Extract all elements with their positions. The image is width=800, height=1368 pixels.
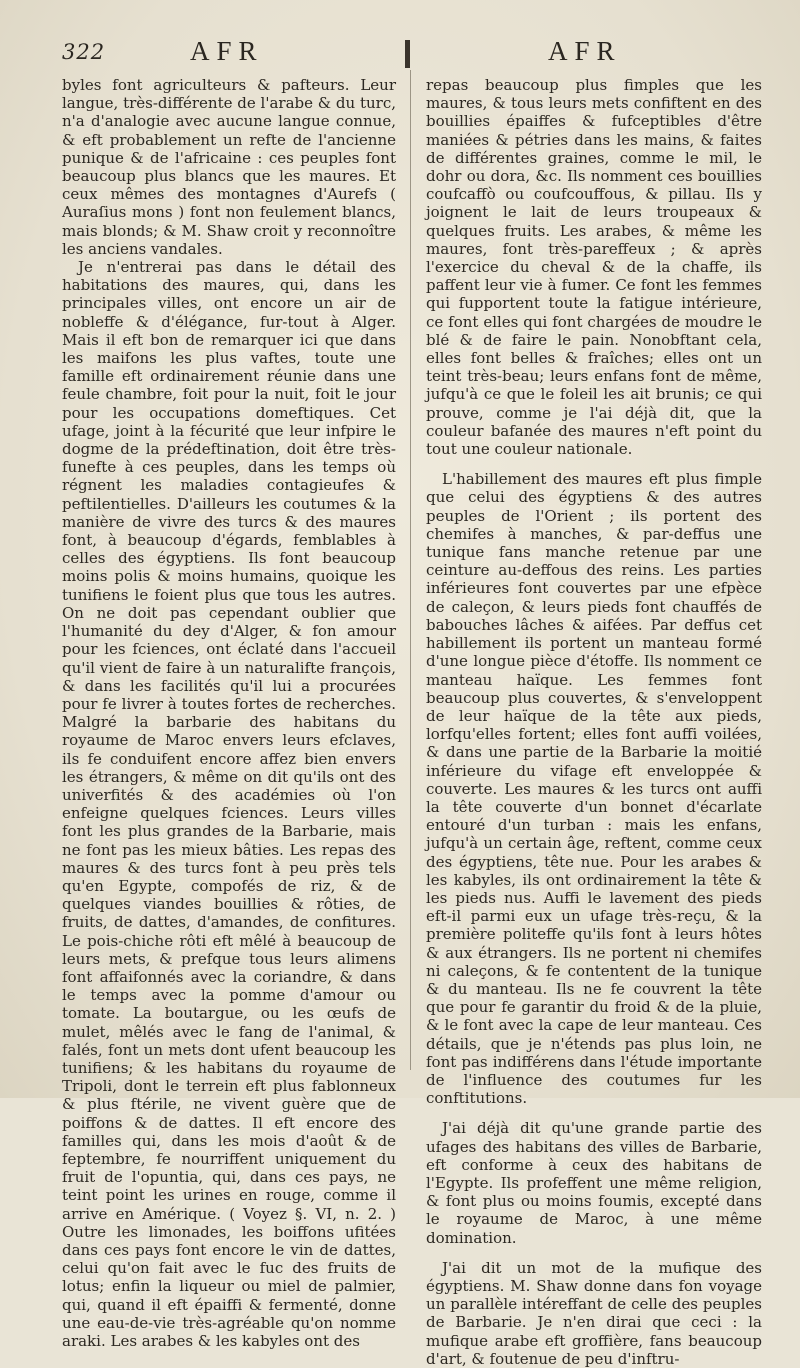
column-divider	[410, 70, 411, 1070]
running-head-left: AFR	[190, 36, 264, 66]
header-ornament	[405, 40, 410, 68]
paragraph: L'habillement des maures eft plus fimple que celui des égyptiens & des autres peuples de l'Orient ; ils portent des chemifes à manches, & par-deffus une tunique fans manche retenue par une ceinture au-deffous des reins. Les parties inférieures font couvertes par une efpèce de caleçon, & leurs pieds font chauffés de babouches lâches & aifées. Par deffus cet habillement ils portent un manteau formé d'une longue pièce d'étoffe. Ils nomment ce manteau haïque. Les femmes font beaucoup plus couvertes, & s'enveloppent de leur haïque de la tête aux pieds, lorfqu'elles fortent; elles font auffi voilées, & dans une partie de la Barbarie la moitié inférieure du vifage eft enveloppée & couverte. Les maures & les turcs ont auffi la tête couverte d'un bonnet d'écarlate entouré d'un turban : mais les enfans, jufqu'à un certain âge, reftent, comme ceux des égyptiens, tête nue. Pour les arabes & les kabyles, ils ont ordinairement la tête & les pieds nus. Auffi le lavement des pieds eft-il parmi eux un ufage très-reçu, & la première politeffe qu'ils font à leurs hôtes & aux étrangers. Ils ne portent ni chemifes ni caleçons, & fe contentent de la tunique & du manteau. Ils ne fe couvrent la tête que pour fe garantir du froid & de la pluie, & le font avec la cape de leur manteau. Ces détails, que je n'étends pas plus loin, ne font pas indifférens dans l'étude importante de l'influence des coutumes fur les conftitutions.	[426, 470, 762, 1108]
paragraph: Je n'entrerai pas dans le détail des habitations des maures, qui, dans les principales villes, ont encore un air de nobleffe & d'élégance, fur-tout à Alger. Mais il eft bon de remarquer ici que dans les maifons les plus vaftes, toute une famille eft ordinairement réunie dans une feule chambre, foit pour la nuit, foit le jour pour les occupations domeftiques. Cet ufage, joint à la fécurité que leur infpire le dogme de la prédeftination, doit être très-funefte à ces peuples, dans les temps où régnent les maladies contagieufes & peftilentielles. D'ailleurs les coutumes & la manière de vivre des turcs & des maures font, à beaucoup d'égards, femblables à celles des égyptiens. Ils font beaucoup moins polis & moins humains, quoique les tunifiens le foient plus que tous les autres. On ne doit pas cependant oublier que l'humanité du dey d'Alger, & fon amour pour les fciences, ont éclaté dans l'accueil qu'il vient de faire à un naturalifte françois, & dans les facilités qu'il lui a procurées pour fe livrer à toutes fortes de recherches. Malgré la barbarie des habitans du royaume de Maroc envers leurs efclaves, ils fe conduifent encore affez bien envers les étrangers, & même on dit qu'ils ont des univerfités & des académies où l'on enfeigne quelques fciences. Leurs villes font les plus grandes de la Barbarie, mais ne font pas les mieux bâties. Les repas des maures & des turcs font à peu près tels qu'en Egypte, compofés de riz, & de quelques viandes bouillies & rôties, de fruits, de dattes, d'amandes, de confitures. Le pois-chiche rôti eft mêlé à beaucoup de leurs mets, & prefque tous leurs alimens font affaifonnés avec la coriandre, & dans le temps avec la pomme d'amour ou tomate. La boutargue, ou les œufs de mulet, mêlés avec le fang de l'animal, & falés, font un mets dont ufent beaucoup les tunifiens; & les habitans du royaume de Tripoli, dont le terrein eft plus fablonneux & plus ftérile, ne vivent guère que de poiffons & de dattes. Il eft encore des familles qui, dans les mois d'août & de feptembre, fe nourriffent uniquement du fruit de l'opuntia, qui, dans ces pays, ne teint point les urines en rouge, comme il arrive en Amérique. ( Voyez §. VI, n. 2. ) Outre les limonades, les boiffons ufitées dans ces pays font encore le vin de dattes, celui qu'on fait avec le fuc des fruits de lotus; enfin la liqueur ou miel de palmier, qui, quand il eft épaiffi & fermenté, donne une eau-de-vie très-agréable qu'on nomme araki. Les arabes & les kabyles ont des	[62, 258, 396, 1351]
running-head-right: AFR	[548, 36, 622, 66]
paragraph: repas beaucoup plus fimples que les maures, & tous leurs mets confiftent en des bouillies épaiffes & fufceptibles d'être maniées & pétries dans les mains, & faites de différentes graines, comme le mil, le dohr ou dora, &c. Ils nomment ces bouillies coufcaffò ou coufcouffous, & pillau. Ils y joignent le lait de leurs troupeaux & quelques fruits. Les arabes, & même les maures, font très-pareffeux ; & après l'exercice du cheval & de la chaffe, ils paffent leur vie à fumer. Ce font les femmes qui fupportent toute la fatigue intérieure, ce font elles qui font chargées de moudre le blé & de faire le pain. Nonobftant cela, elles font belles & fraîches; elles ont un teint très-beau; leurs enfans font de même, jufqu'à ce que le foleil les ait brunis; ce qui prouve, comme je l'ai déjà dit, que la couleur bafanée des maures n'eft point du tout une couleur nationale.	[426, 76, 762, 459]
page-number: 322	[62, 40, 106, 64]
paragraph: byles font agriculteurs & pafteurs. Leur langue, très-différente de l'arabe & du turc, n'a d'analogie avec aucune langue connue, & eft probablement un refte de l'ancienne punique & de l'africaine : ces peuples font beaucoup plus blancs que les maures. Et ceux mêmes des montagnes d'Aurefs ( Auraſius mons ) font non feulement blancs, mais blonds; & M. Shaw croit y reconnoître les anciens vandales.	[62, 76, 396, 258]
right-column	[426, 76, 762, 1368]
paragraph: J'ai dit un mot de la mufique des égyptiens. M. Shaw donne dans fon voyage un parallèle intéreffant de celle des peuples de Barbarie. Je n'en dirai que ceci : la mufique arabe eft groffière, fans beaucoup d'art, & foutenue de peu d'inftru-	[426, 1258, 762, 1368]
paragraph: J'ai déjà dit qu'une grande partie des ufages des habitans des villes de Barbarie, eft conforme à ceux des habitans de l'Egypte. Ils profeffent une même religion, & font plus ou moins foumis, excepté dans le royaume de Maroc, à une même domination.	[426, 1119, 762, 1247]
left-column	[62, 76, 396, 1350]
page-header	[0, 36, 800, 72]
